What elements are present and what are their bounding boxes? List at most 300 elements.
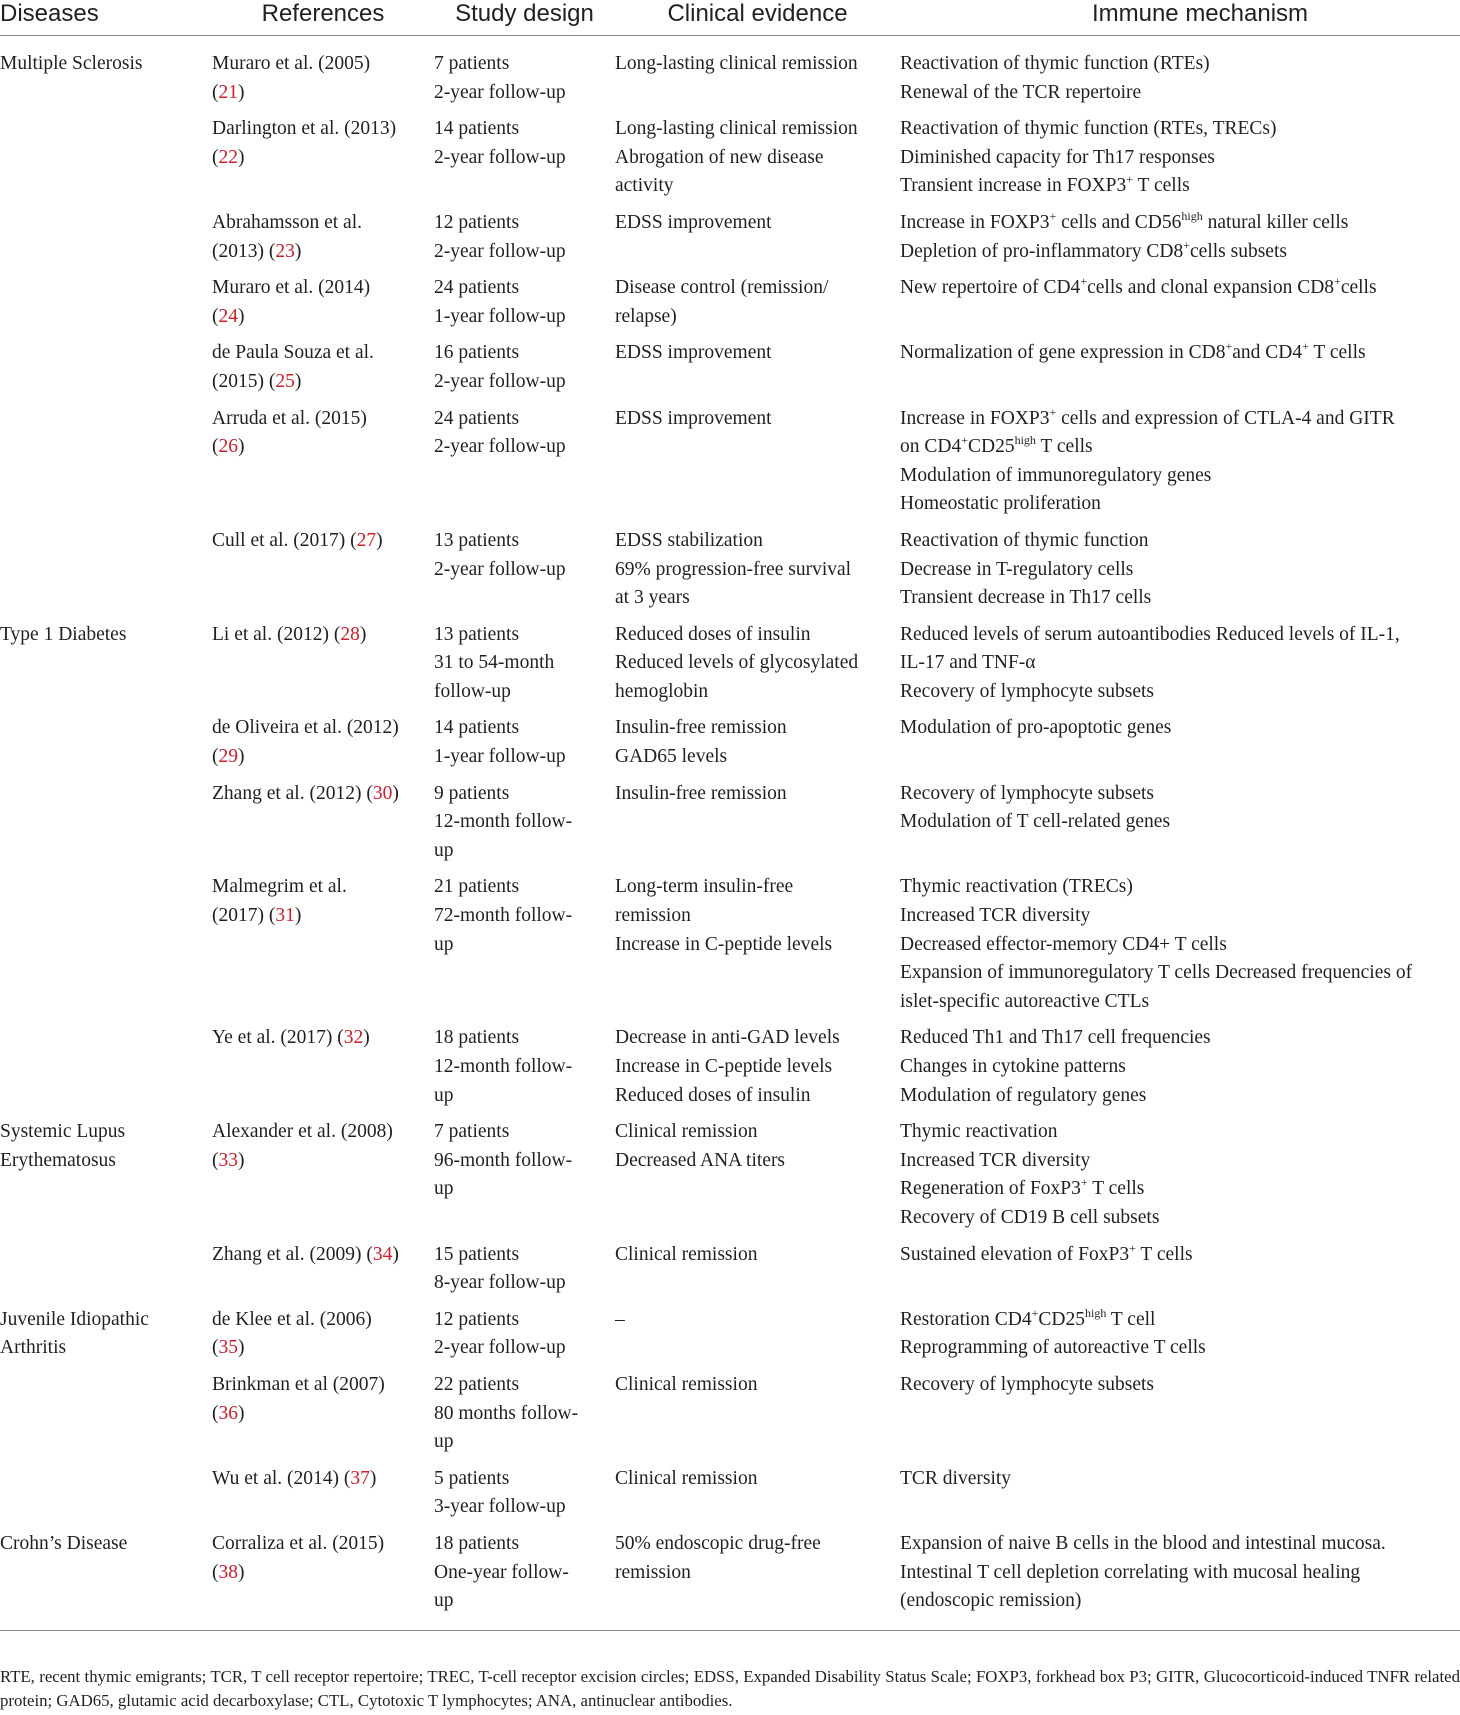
clinical-cell xyxy=(615,1233,900,1298)
clinical-line: Decrease in anti-GAD levels xyxy=(615,1027,840,1049)
immune-line: Diminished capacity for Th17 responses xyxy=(900,146,1215,168)
header-row xyxy=(0,0,1460,36)
immune-line: Recovery of CD19 B cell subsets xyxy=(900,1206,1160,1228)
design-cell xyxy=(434,266,615,331)
disease-cell xyxy=(0,201,212,266)
design-line: 2-year follow-up xyxy=(434,436,566,458)
immune-line: Modulation of regulatory genes xyxy=(900,1084,1147,1106)
immune-cell xyxy=(900,1457,1460,1522)
reference-cell: Abrahamsson et al. (2013) (23) xyxy=(212,201,434,266)
clinical-line: Long-term insulin-free xyxy=(615,876,794,898)
design-cell xyxy=(434,865,615,1016)
immune-cell xyxy=(900,1233,1460,1298)
clinical-line: EDSS stabilization xyxy=(615,529,763,551)
immune-line: Modulation of immunoregulatory genes xyxy=(900,464,1212,486)
clinical-line: remission xyxy=(615,905,691,927)
immune-text: Restoration CD4 xyxy=(900,1308,1032,1330)
reference-cell: Brinkman et al (2007) (36) xyxy=(212,1363,434,1457)
immune-cell xyxy=(900,865,1460,1016)
design-line: 18 patients xyxy=(434,1532,520,1554)
immune-text: Regeneration of FoxP3 xyxy=(900,1178,1081,1200)
disease-cell xyxy=(0,397,212,519)
design-line: 2-year follow-up xyxy=(434,370,566,392)
design-line: 7 patients xyxy=(434,1121,510,1143)
immune-line: islet-specific autoreactive CTLs xyxy=(900,990,1150,1012)
immune-line: Transient decrease in Th17 cells xyxy=(900,587,1152,609)
immune-line: Modulation of T cell-related genes xyxy=(900,811,1171,833)
design-line: 96-month follow- xyxy=(434,1149,573,1171)
clinical-cell xyxy=(615,331,900,396)
immune-line: Increased TCR diversity xyxy=(900,1149,1091,1171)
disease-cell xyxy=(0,706,212,771)
reference-link[interactable]: 21 xyxy=(218,81,238,103)
table-row xyxy=(0,1363,1460,1457)
reference-link[interactable]: 29 xyxy=(218,746,238,768)
immune-line: Reactivation of thymic function (RTEs, TRECs) xyxy=(900,118,1277,140)
reference-text: Abrahamsson et al. xyxy=(212,211,363,233)
design-line: 12-month follow- xyxy=(434,811,573,833)
reference-text: (2015) xyxy=(212,370,269,392)
clinical-cell xyxy=(615,1457,900,1522)
immune-line: Recovery of lymphocyte subsets xyxy=(900,680,1154,702)
superscript-plus: + xyxy=(1080,1175,1088,1190)
disease-cell xyxy=(0,1363,212,1457)
disease-cell xyxy=(0,1298,212,1363)
immune-text: CD25 xyxy=(1038,1308,1085,1330)
reference-text: Alexander et al. (2008) xyxy=(212,1121,393,1143)
immune-cell xyxy=(900,772,1460,866)
clinical-line: relapse) xyxy=(615,305,677,327)
header-references: References xyxy=(212,0,434,36)
clinical-line: Clinical remission xyxy=(615,1467,758,1489)
clinical-line: 69% progression-free survival xyxy=(615,558,852,580)
clinical-line: Reduced doses of insulin xyxy=(615,623,811,645)
reference-text: Zhang et al. (2009) xyxy=(212,1243,367,1265)
disease-cell xyxy=(0,107,212,201)
design-line: 9 patients xyxy=(434,782,510,804)
reference-link[interactable]: 24 xyxy=(218,305,238,327)
clinical-line: EDSS improvement xyxy=(615,211,772,233)
reference-text: Wu et al. (2014) xyxy=(212,1467,344,1489)
immune-text: T cells xyxy=(1137,175,1190,197)
immune-line: IL-17 and TNF-α xyxy=(900,652,1036,674)
reference-text: (2017) xyxy=(212,905,269,927)
reference-link[interactable]: 28 xyxy=(340,623,360,645)
design-cell xyxy=(434,1298,615,1363)
immune-text: T cells xyxy=(1308,342,1366,364)
disease-name: Arthritis xyxy=(0,1337,67,1359)
disease-cell xyxy=(0,36,212,108)
design-line: 80 months follow- xyxy=(434,1402,579,1424)
immune-line: Homeostatic proliferation xyxy=(900,493,1101,515)
reference-text: Ye et al. (2017) xyxy=(212,1027,338,1049)
clinical-line: EDSS improvement xyxy=(615,342,772,364)
clinical-line: remission xyxy=(615,1561,691,1583)
reference-cell: Alexander et al. (2008) (33) xyxy=(212,1110,434,1232)
table-row xyxy=(0,1522,1460,1630)
table-row xyxy=(0,1457,1460,1522)
clinical-line: Increase in C-peptide levels xyxy=(615,933,833,955)
design-cell xyxy=(434,36,615,108)
clinical-line: Long-lasting clinical remission xyxy=(615,53,858,74)
clinical-line: at 3 years xyxy=(615,587,690,609)
reference-text: Cull et al. (2017) xyxy=(212,529,351,551)
immune-cell xyxy=(900,706,1460,771)
immune-cell xyxy=(900,1016,1460,1110)
design-line: 21 patients xyxy=(434,876,520,898)
clinical-cell xyxy=(615,519,900,613)
clinical-line: Clinical remission xyxy=(615,1121,758,1143)
immune-cell xyxy=(900,201,1460,266)
reference-link[interactable]: 30 xyxy=(372,782,393,804)
reference-cell: de Klee et al. (2006) (35) xyxy=(212,1298,434,1363)
reference-text: Zhang et al. (2012) xyxy=(212,782,367,804)
reference-link[interactable]: 34 xyxy=(372,1243,393,1265)
design-line: 13 patients xyxy=(434,623,520,645)
reference-link[interactable]: 23 xyxy=(275,240,295,262)
immune-line: Modulation of pro-apoptotic genes xyxy=(900,717,1172,739)
table-row xyxy=(0,201,1460,266)
disease-name: Systemic Lupus xyxy=(0,1121,126,1143)
clinical-line: hemoglobin xyxy=(615,680,709,702)
design-line: 12 patients xyxy=(434,211,520,233)
table-row xyxy=(0,613,1460,707)
immune-line: Renewal of the TCR repertoire xyxy=(900,81,1142,103)
design-line: up xyxy=(434,1178,454,1200)
clinical-line: Reduced levels of glycosylated xyxy=(615,652,859,674)
disease-cell xyxy=(0,1457,212,1522)
reference-text: de Klee et al. (2006) xyxy=(212,1308,372,1330)
superscript-high: high xyxy=(1181,208,1203,223)
immune-line: Decreased effector-memory CD4+ T cells xyxy=(900,933,1227,955)
immune-cell xyxy=(900,613,1460,707)
design-line: 16 patients xyxy=(434,342,520,364)
reference-link[interactable]: 26 xyxy=(218,436,238,458)
immune-text: on CD4 xyxy=(900,436,962,458)
immune-text: T cell xyxy=(1106,1308,1156,1330)
clinical-line: – xyxy=(615,1308,625,1330)
table-row xyxy=(0,266,1460,331)
clinical-cell xyxy=(615,1363,900,1457)
design-line: 15 patients xyxy=(434,1243,520,1265)
design-line: One-year follow- xyxy=(434,1561,569,1583)
design-cell xyxy=(434,107,615,201)
design-line: 24 patients xyxy=(434,407,520,429)
clinical-line: Increase in C-peptide levels xyxy=(615,1056,833,1077)
table-row xyxy=(0,1298,1460,1363)
superscript-high: high xyxy=(1014,433,1036,448)
immune-line: Intestinal T cell depletion correlating with mucosal healing xyxy=(900,1561,1361,1583)
reference-link[interactable]: 27 xyxy=(356,529,377,551)
immune-line: Decrease in T-regulatory cells xyxy=(900,558,1134,580)
immune-text: T cells xyxy=(1087,1178,1145,1200)
immune-cell xyxy=(900,397,1460,519)
clinical-line: Clinical remission xyxy=(615,1373,758,1395)
design-cell xyxy=(434,1457,615,1522)
design-line: 2-year follow-up xyxy=(434,1337,566,1359)
clinical-cell xyxy=(615,201,900,266)
disease-name: Juvenile Idiopathic xyxy=(0,1308,149,1330)
design-cell xyxy=(434,613,615,707)
reference-text: de Paula Souza et al. xyxy=(212,342,374,364)
disease-cell xyxy=(0,865,212,1016)
clinical-line: 50% endoscopic drug-free xyxy=(615,1532,821,1554)
design-line: 13 patients xyxy=(434,529,520,551)
clinical-line: EDSS improvement xyxy=(615,407,772,429)
table-row xyxy=(0,519,1460,613)
immune-text: cells and CD56 xyxy=(1056,211,1182,233)
header-diseases: Diseases xyxy=(0,0,212,36)
immune-text: Transient increase in FOXP3 xyxy=(900,175,1127,197)
clinical-cell xyxy=(615,266,900,331)
immune-text: and CD4 xyxy=(1232,342,1303,364)
immune-line: Reprogramming of autoreactive T cells xyxy=(900,1337,1206,1359)
superscript-plus: + xyxy=(1031,1305,1039,1320)
design-line: up xyxy=(434,1084,454,1106)
superscript-plus: + xyxy=(1225,339,1233,354)
superscript-plus: + xyxy=(961,433,968,448)
reference-cell: Arruda et al. (2015) (26) xyxy=(212,397,434,519)
table-row xyxy=(0,397,1460,519)
reference-text: Darlington et al. (2013) xyxy=(212,118,397,140)
reference-link[interactable]: 37 xyxy=(350,1467,370,1489)
design-line: up xyxy=(434,1590,454,1612)
superscript-plus: + xyxy=(1129,1240,1136,1255)
reference-text: Muraro et al. (2005) xyxy=(212,53,371,74)
design-cell xyxy=(434,1016,615,1110)
design-line: 12 patients xyxy=(434,1308,520,1330)
immune-text: T cells xyxy=(1135,1243,1193,1265)
immune-text: cells subsets xyxy=(1190,240,1287,262)
immune-cell xyxy=(900,107,1460,201)
reference-cell: Zhang et al. (2012) (30) xyxy=(212,782,399,804)
header-immune-mechanism: Immune mechanism xyxy=(900,0,1460,36)
reference-cell: Darlington et al. (2013) (22) xyxy=(212,107,434,201)
clinical-cell xyxy=(615,36,900,108)
immune-line: Thymic reactivation (TRECs) xyxy=(900,876,1133,898)
reference-link[interactable]: 38 xyxy=(218,1561,238,1583)
reference-cell: de Oliveira et al. (2012) (29) xyxy=(212,706,434,771)
clinical-cell xyxy=(615,1522,900,1630)
design-line: 14 patients xyxy=(434,118,520,140)
design-line: 24 patients xyxy=(434,277,520,299)
superscript-plus: + xyxy=(1183,237,1191,252)
superscript-high: high xyxy=(1085,1305,1107,1320)
immune-cell xyxy=(900,1298,1460,1363)
reference-text: Malmegrim et al. xyxy=(212,876,347,898)
clinical-line: Disease control (remission/ xyxy=(615,277,829,299)
disease-name: Type 1 Diabetes xyxy=(0,623,127,645)
immune-cell xyxy=(900,36,1460,108)
table-row xyxy=(0,36,1460,108)
disease-name: Crohn’s Disease xyxy=(0,1532,128,1554)
immune-cell xyxy=(900,331,1460,396)
reference-cell: Corraliza et al. (2015) (38) xyxy=(212,1522,434,1630)
reference-link[interactable]: 33 xyxy=(218,1149,238,1171)
clinical-cell xyxy=(615,1298,900,1363)
table-row xyxy=(0,865,1460,1016)
disease-cell xyxy=(0,772,212,866)
reference-text: (2013) xyxy=(212,240,269,262)
immune-line: Expansion of naive B cells in the blood and intestinal mucosa. xyxy=(900,1532,1386,1554)
immune-text: Increase in FOXP3 xyxy=(900,407,1050,429)
immune-text: Increase in FOXP3 xyxy=(900,211,1050,233)
clinical-cell xyxy=(615,706,900,771)
design-line: 22 patients xyxy=(434,1373,520,1395)
design-line: up xyxy=(434,1431,454,1453)
immune-cell xyxy=(900,1363,1460,1457)
reference-link[interactable]: 31 xyxy=(275,905,295,927)
reference-link[interactable]: 22 xyxy=(218,146,238,168)
design-line: 31 to 54-month xyxy=(434,652,555,674)
immune-text: Normalization of gene expression in CD8 xyxy=(900,342,1226,364)
design-line: 2-year follow-up xyxy=(434,240,566,262)
immune-line: Recovery of lymphocyte subsets xyxy=(900,782,1154,804)
design-cell xyxy=(434,1233,615,1298)
design-cell xyxy=(434,331,615,396)
immune-line: Reduced levels of serum autoantibodies Reduced levels of IL-1, xyxy=(900,623,1400,645)
design-line: 8-year follow-up xyxy=(434,1272,566,1294)
disease-cell xyxy=(0,1233,212,1298)
clinical-cell xyxy=(615,107,900,201)
design-cell xyxy=(434,519,615,613)
design-line: 7 patients xyxy=(434,53,510,74)
reference-text: Brinkman et al (2007) xyxy=(212,1373,385,1395)
clinical-line: Insulin-free remission xyxy=(615,782,787,804)
reference-cell: Muraro et al. (2005) (21) xyxy=(212,36,434,108)
superscript-plus: + xyxy=(1049,404,1057,419)
design-cell xyxy=(434,1363,615,1457)
clinical-line: activity xyxy=(615,175,674,197)
design-line: 12-month follow- xyxy=(434,1056,573,1077)
design-cell xyxy=(434,1522,615,1630)
design-line: 1-year follow-up xyxy=(434,305,566,327)
disease-cell xyxy=(0,1110,212,1232)
design-cell xyxy=(434,1110,615,1232)
superscript-plus: + xyxy=(1049,208,1057,223)
clinical-line: Insulin-free remission xyxy=(615,717,787,739)
immune-line: Expansion of immunoregulatory T cells Decreased frequencies of xyxy=(900,962,1413,984)
table-row xyxy=(0,1016,1460,1110)
design-line: 18 patients xyxy=(434,1027,520,1049)
immune-line: TCR diversity xyxy=(900,1467,1012,1489)
superscript-plus: + xyxy=(1126,172,1134,187)
immune-text: cells and clonal expansion CD8 xyxy=(1087,277,1335,299)
superscript-plus: + xyxy=(1334,274,1341,289)
design-line: 2-year follow-up xyxy=(434,146,566,168)
reference-link[interactable]: 32 xyxy=(343,1027,364,1049)
clinical-cell xyxy=(615,772,900,866)
reference-text: Arruda et al. (2015) xyxy=(212,407,367,429)
design-line: 14 patients xyxy=(434,717,520,739)
design-cell xyxy=(434,706,615,771)
design-line: follow-up xyxy=(434,680,511,702)
immune-cell xyxy=(900,266,1460,331)
immune-cell xyxy=(900,519,1460,613)
reference-cell: de Paula Souza et al. (2015) (25) xyxy=(212,331,434,396)
design-line: 5 patients xyxy=(434,1467,510,1489)
clinical-line: Abrogation of new disease xyxy=(615,146,824,168)
clinical-line: GAD65 levels xyxy=(615,746,728,768)
design-line: 72-month follow- xyxy=(434,905,573,927)
immune-text: Depletion of pro-inflammatory CD8 xyxy=(900,240,1184,262)
immune-text: New repertoire of CD4 xyxy=(900,277,1081,299)
reference-link[interactable]: 25 xyxy=(275,370,295,392)
immune-line: Reactivation of thymic function (RTEs) xyxy=(900,53,1210,74)
reference-text: Corraliza et al. (2015) xyxy=(212,1532,385,1554)
immune-text: cells xyxy=(1340,277,1377,299)
immune-text: cells and expression of CTLA-4 and GITR xyxy=(1056,407,1395,429)
immune-line: Reduced Th1 and Th17 cell frequencies xyxy=(900,1027,1211,1049)
disease-cell xyxy=(0,331,212,396)
immune-text: natural killer cells xyxy=(1202,211,1349,233)
disease-cell xyxy=(0,1016,212,1110)
clinical-cell xyxy=(615,1016,900,1110)
reference-cell: Ye et al. (2017) (32) xyxy=(212,1027,370,1049)
clinical-line: Long-lasting clinical remission xyxy=(615,118,858,140)
table-row xyxy=(0,107,1460,201)
disease-cell xyxy=(0,519,212,613)
reference-cell: Malmegrim et al. (2017) (31) xyxy=(212,865,434,1016)
immune-cell xyxy=(900,1110,1460,1232)
superscript-plus: + xyxy=(1302,339,1309,354)
reference-cell: Cull et al. (2017) (27) xyxy=(212,529,383,551)
disease-name: Erythematosus xyxy=(0,1149,116,1171)
clinical-cell xyxy=(615,865,900,1016)
reference-text: de Oliveira et al. (2012) xyxy=(212,717,399,739)
design-cell xyxy=(434,201,615,266)
immune-line: Thymic reactivation xyxy=(900,1121,1058,1143)
reference-cell: Zhang et al. (2009) (34) xyxy=(212,1243,399,1265)
immune-text: T cells xyxy=(1035,436,1093,458)
clinical-line: Reduced doses of insulin xyxy=(615,1084,811,1106)
design-line: 2-year follow-up xyxy=(434,81,566,103)
immune-line: Reactivation of thymic function xyxy=(900,529,1149,551)
disease-cell xyxy=(0,266,212,331)
design-line: up xyxy=(434,933,454,955)
table-row xyxy=(0,331,1460,396)
clinical-line: Clinical remission xyxy=(615,1243,758,1265)
disease-name: Multiple Sclerosis xyxy=(0,53,143,74)
immune-text: Sustained elevation of FoxP3 xyxy=(900,1243,1130,1265)
immune-line: Changes in cytokine patterns xyxy=(900,1056,1126,1077)
design-line: up xyxy=(434,839,454,861)
immune-cell xyxy=(900,1522,1460,1630)
design-cell xyxy=(434,772,615,866)
clinical-cell xyxy=(615,1110,900,1232)
disease-cell xyxy=(0,613,212,707)
reference-link[interactable]: 36 xyxy=(218,1402,238,1424)
table-footnote: RTE, recent thymic emigrants; TCR, T cell receptor repertoire; TREC, T-cell receptor excision circles; EDSS, Expanded Disability Status Scale; FOXP3, forkhead box P3; GITR, Glucocorticoid-induced TNFR related protein; GAD65, glutamic acid decarboxylase; CTL, Cytotoxic T lymphocytes; ANA, antinuclear antibodies. xyxy=(0,1667,1460,1710)
table-row xyxy=(0,772,1460,866)
disease-cell xyxy=(0,1522,212,1630)
immune-line: Recovery of lymphocyte subsets xyxy=(900,1373,1154,1395)
design-cell xyxy=(434,397,615,519)
clinical-cell xyxy=(615,613,900,707)
design-line: 2-year follow-up xyxy=(434,558,566,580)
reference-cell: Li et al. (2012) (28) xyxy=(212,623,367,645)
table-row xyxy=(0,706,1460,771)
reference-cell: Wu et al. (2014) (37) xyxy=(212,1467,377,1489)
reference-text: Muraro et al. (2014) xyxy=(212,277,371,299)
reference-link[interactable]: 35 xyxy=(218,1337,238,1359)
immune-line: (endoscopic remission) xyxy=(900,1590,1082,1612)
reference-cell: Muraro et al. (2014) (24) xyxy=(212,266,434,331)
table-row xyxy=(0,1233,1460,1298)
design-line: 1-year follow-up xyxy=(434,746,566,768)
clinical-cell xyxy=(615,397,900,519)
immune-line: Increased TCR diversity xyxy=(900,905,1091,927)
